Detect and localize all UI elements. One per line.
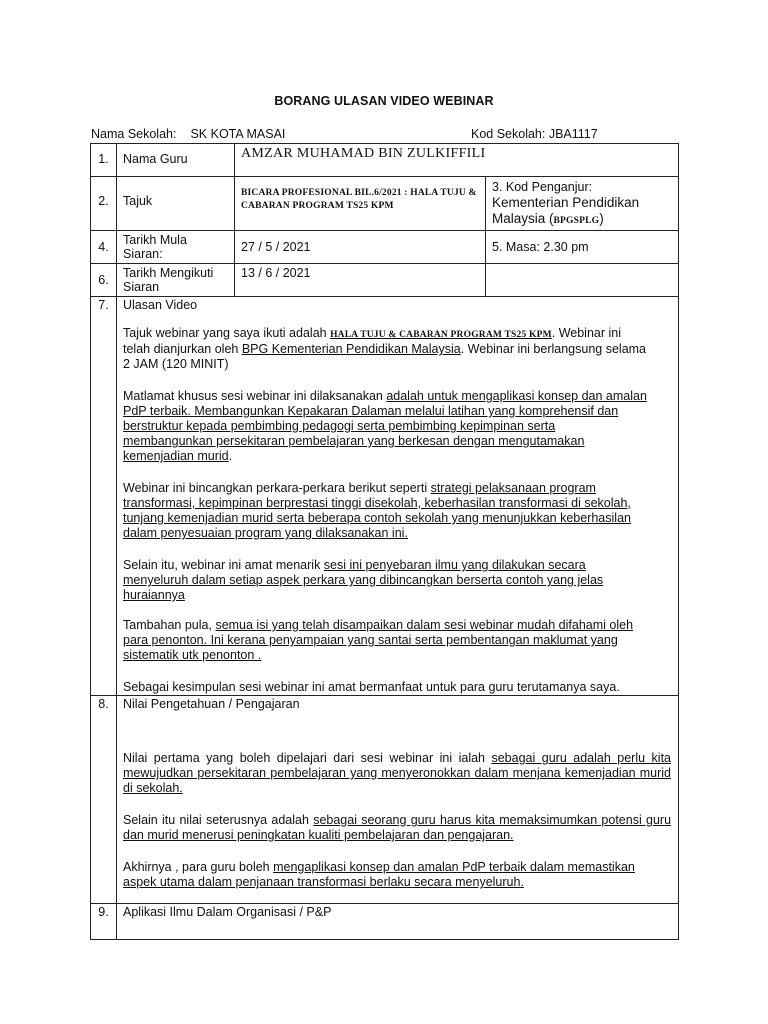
review-paragraph: Tajuk webinar yang saya ikuti adalah HALA TUJU & CABARAN PROGRAM TS25 KPM. Webinar ini telah dianjurkan oleh BPG Kementerian Pendidikan Malaysia. Webinar ini berlangsung selama 2 JAM (120 MINIT) xyxy=(123,326,647,371)
review-form-table xyxy=(90,143,679,940)
empty-cell xyxy=(486,264,679,297)
video-review-cell xyxy=(117,297,679,696)
knowledge-application-cell xyxy=(117,904,679,940)
value-paragraph: Akhirnya , para guru boleh mengaplikasi konsep dan amalan PdP terbaik dalam memastikan aspek utama dalam penjanaan transformasi berlaku secara menyeluruh. xyxy=(123,860,635,889)
teacher-name-value: AMZAR MUHAMAD BIN ZULKIFFILI xyxy=(235,144,679,177)
row-label: Aplikasi Ilmu Dalam Organisasi / P&P xyxy=(123,905,332,919)
organizer-label: 3. Kod Penganjur: xyxy=(492,180,593,194)
review-paragraph: Matlamat khusus sesi webinar ini dilaksanakan adalah untuk mengaplikasi konsep dan amalan PdP terbaik. Membangunkan Kepakaran Dalaman melalui latihan yang komprehensif dan berstruktur kepada pembimbing pedagogi serta pembimbing kepimpinan serta membangunkan persekitaran pembelajaran yang berkesan dengan mengutamakan kemenjadian murid. xyxy=(123,389,647,463)
row-number: 4. xyxy=(91,231,117,264)
organizer-value: Kementerian Pendidikan Malaysia (BPGSPLG) xyxy=(492,195,640,226)
review-paragraph: Webinar ini bincangkan perkara-perkara berikut seperti strategi pelaksanaan program transformasi, kepimpinan berprestasi tinggi disekolah, keberhasilan transformasi di sekolah, tunjang kemenjadian murid serta beberapa contoh sekolah yang menunjukkan keberhasilan dalam penyesuaian program yang dilaksanakan ini. xyxy=(123,481,631,540)
attendance-date-value: 13 / 6 / 2021 xyxy=(235,264,486,297)
review-paragraph: Tambahan pula, semua isi yang telah disampaikan dalam sesi webinar mudah difahami oleh para penonton. Ini kerana penyampaian yang santai serta pembentangan maklumat yang sistematik utk penonton . xyxy=(123,618,634,662)
school-label: Nama Sekolah: xyxy=(91,127,177,141)
organizer-cell xyxy=(486,177,679,231)
row-knowledge-value xyxy=(91,696,679,904)
row-label: Tarikh Mula Siaran: xyxy=(117,231,235,264)
school-name-line xyxy=(91,127,285,141)
row-number: 1. xyxy=(91,144,117,177)
knowledge-value-cell xyxy=(117,696,679,904)
row-label: Nama Guru xyxy=(117,144,235,177)
row-teacher-name xyxy=(91,144,679,177)
row-number: 8. xyxy=(91,696,117,904)
knowledge-value-body xyxy=(117,713,678,890)
row-title xyxy=(91,177,679,231)
broadcast-start-date: 27 / 5 / 2021 xyxy=(235,231,486,264)
webinar-title-value: BICARA PROFESIONAL BIL.6/2021 : HALA TUJU & CABARAN PROGRAM TS25 KPM xyxy=(235,177,486,231)
video-review-body xyxy=(117,314,678,695)
row-number: 9. xyxy=(91,904,117,940)
review-paragraph: Selain itu, webinar ini amat menarik sesi ini penyebaran ilmu yang dilakukan secara menyeluruh dalam setiap aspek perkara yang dibincangkan berserta contoh yang jelas huraiannya xyxy=(123,558,604,602)
row-label: Nilai Pengetahuan / Pengajaran xyxy=(123,697,300,711)
row-label: Ulasan Video xyxy=(123,298,198,312)
form-title: BORANG ULASAN VIDEO WEBINAR xyxy=(274,94,494,108)
row-number: 2. xyxy=(91,177,117,231)
row-label: Tajuk xyxy=(117,177,235,231)
value-paragraph: Nilai pertama yang boleh dipelajari dari sesi webinar ini ialah sebagai guru adalah perlu kita mewujudkan persekitaran pembelajaran yang menyeronokkan dalam menjana kemenjadian murid di sekolah. xyxy=(123,751,672,795)
row-video-review xyxy=(91,297,679,696)
school-code: Kod Sekolah: JBA1117 xyxy=(471,127,598,141)
row-broadcast-start xyxy=(91,231,679,264)
row-knowledge-application xyxy=(91,904,679,940)
row-attendance-date xyxy=(91,264,679,297)
row-number: 7. xyxy=(91,297,117,696)
broadcast-time: 5. Masa: 2.30 pm xyxy=(486,231,679,264)
row-label: Tarikh Mengikuti Siaran xyxy=(117,264,235,297)
row-number: 6. xyxy=(91,264,117,297)
review-conclusion: Sebagai kesimpulan sesi webinar ini amat bermanfaat untuk para guru terutamanya saya. xyxy=(123,680,620,694)
school-value: SK KOTA MASAI xyxy=(190,127,286,141)
value-paragraph: Selain itu nilai seterusnya adalah sebagai seorang guru harus kita memaksimumkan potensi guru dan murid menerusi peningkatan kualiti pembelajaran dan pengajaran. xyxy=(123,813,672,842)
